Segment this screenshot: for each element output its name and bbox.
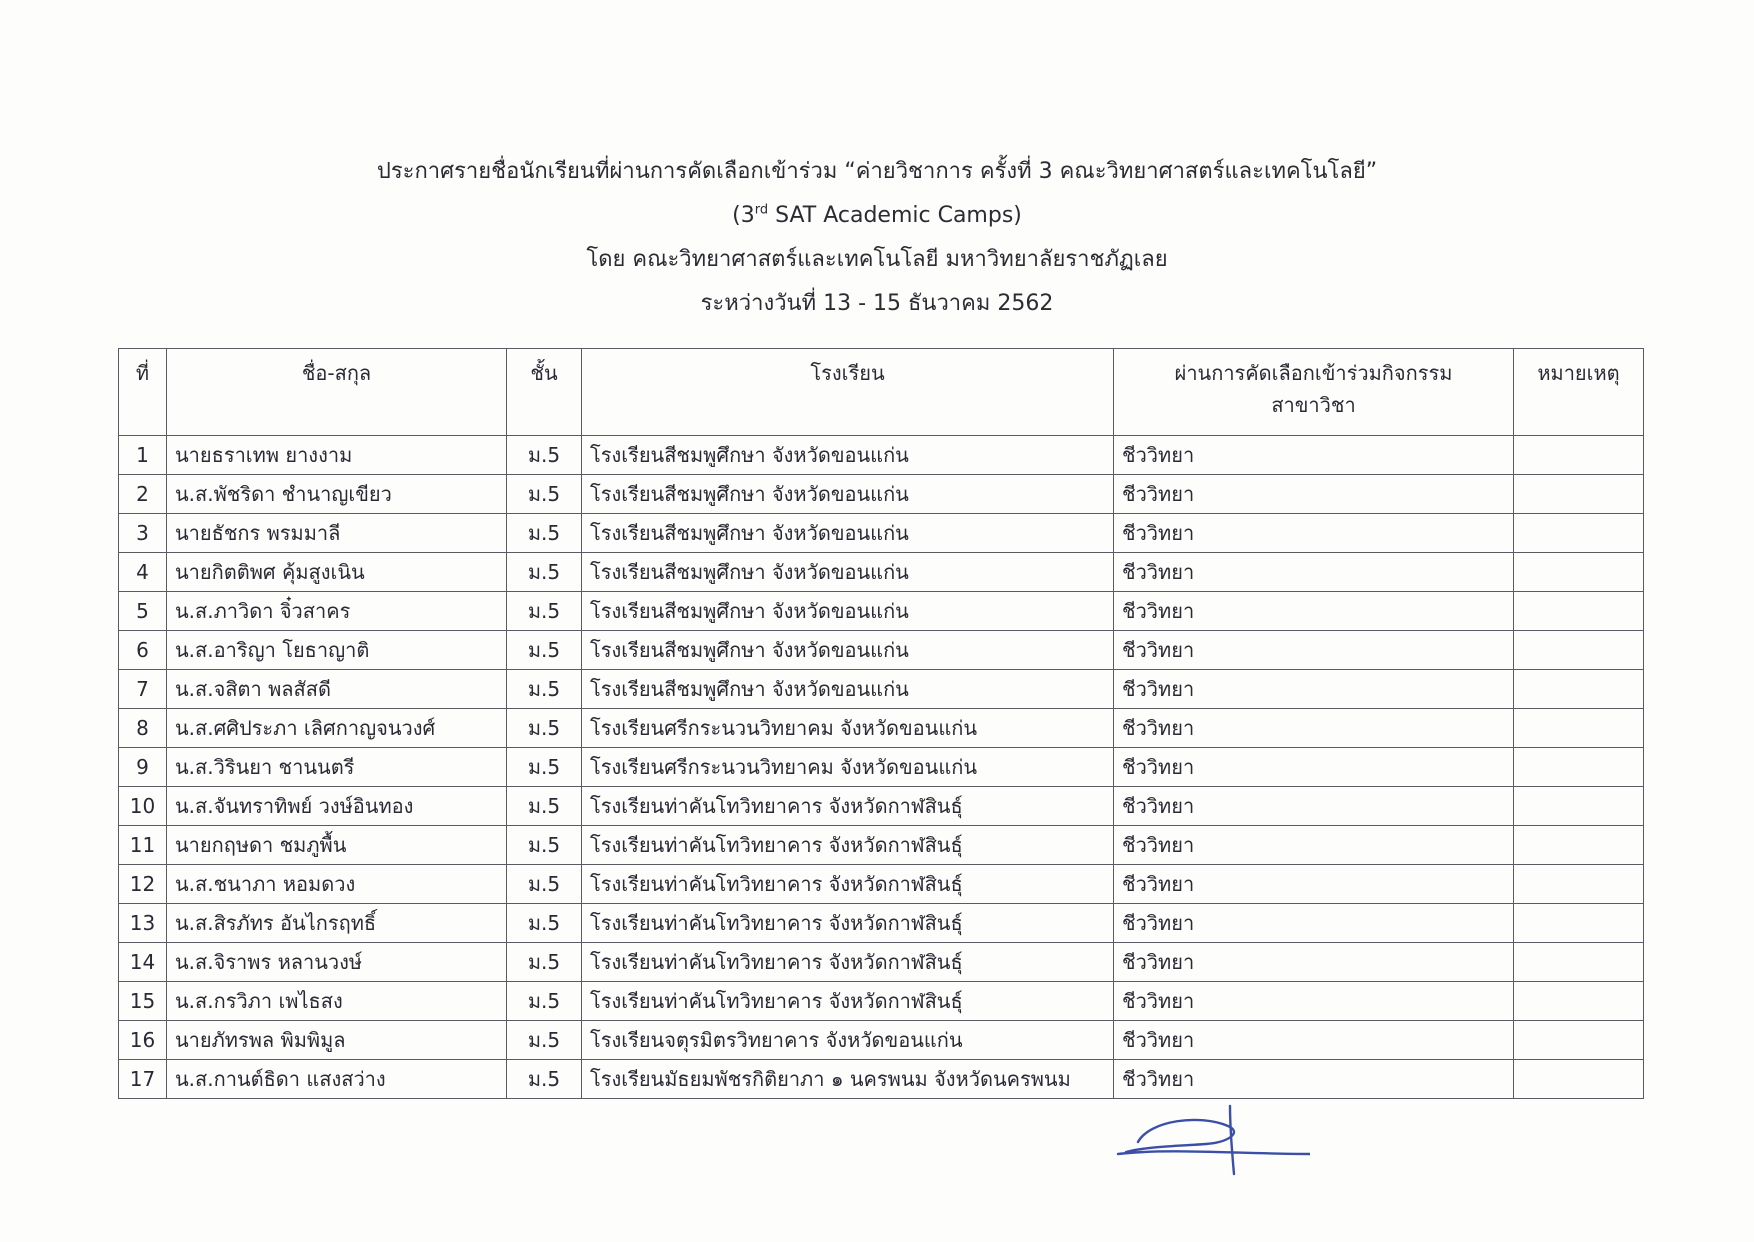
row-number: 16 <box>119 1021 167 1060</box>
row-number: 15 <box>119 982 167 1021</box>
remark <box>1514 943 1644 982</box>
school-name: โรงเรียนท่าคันโทวิทยาคาร จังหวัดกาฬสินธุ์ <box>582 865 1114 904</box>
school-name: โรงเรียนสีชมพูศึกษา จังหวัดขอนแก่น <box>582 553 1114 592</box>
header-school: โรงเรียน <box>582 349 1114 436</box>
row-number: 4 <box>119 553 167 592</box>
selected-subject: ชีววิทยา <box>1114 670 1514 709</box>
student-name: นายกิตติพศ คุ้มสูงเนิน <box>167 553 507 592</box>
table-row <box>119 943 1644 982</box>
row-number: 17 <box>119 1060 167 1099</box>
row-number: 13 <box>119 904 167 943</box>
table-row <box>119 592 1644 631</box>
date-line: ระหว่างวันที่ 13 - 15 ธันวาคม 2562 <box>700 291 1054 316</box>
table-row <box>119 709 1644 748</box>
school-name: โรงเรียนท่าคันโทวิทยาคาร จังหวัดกาฬสินธุ์ <box>582 904 1114 943</box>
school-name: โรงเรียนท่าคันโทวิทยาคาร จังหวัดกาฬสินธุ์ <box>582 943 1114 982</box>
school-name: โรงเรียนสีชมพูศึกษา จังหวัดขอนแก่น <box>582 436 1114 475</box>
grade-level: ม.5 <box>507 553 582 592</box>
selected-subject: ชีววิทยา <box>1114 904 1514 943</box>
selected-subject: ชีววิทยา <box>1114 475 1514 514</box>
school-name: โรงเรียนสีชมพูศึกษา จังหวัดขอนแก่น <box>582 631 1114 670</box>
row-number: 2 <box>119 475 167 514</box>
grade-level: ม.5 <box>507 943 582 982</box>
remark <box>1514 631 1644 670</box>
school-name: โรงเรียนท่าคันโทวิทยาคาร จังหวัดกาฬสินธุ์ <box>582 787 1114 826</box>
remark <box>1514 592 1644 631</box>
row-number: 10 <box>119 787 167 826</box>
row-number: 1 <box>119 436 167 475</box>
subtitle-rest: SAT Academic Camps) <box>768 203 1022 228</box>
remark <box>1514 748 1644 787</box>
school-name: โรงเรียนสีชมพูศึกษา จังหวัดขอนแก่น <box>582 475 1114 514</box>
student-name: น.ส.อาริญา โยธาญาติ <box>167 631 507 670</box>
selected-subject: ชีววิทยา <box>1114 943 1514 982</box>
remark <box>1514 1021 1644 1060</box>
selected-subject: ชีววิทยา <box>1114 748 1514 787</box>
grade-level: ม.5 <box>507 592 582 631</box>
header-activity-line1: ผ่านการคัดเลือกเข้าร่วมกิจกรรม <box>1174 361 1453 385</box>
row-number: 5 <box>119 592 167 631</box>
school-name: โรงเรียนท่าคันโทวิทยาคาร จังหวัดกาฬสินธุ์ <box>582 826 1114 865</box>
announcement-title: ประกาศรายชื่อนักเรียนที่ผ่านการคัดเลือกเข้าร่วม “ค่ายวิชาการ ครั้งที่ 3 คณะวิทยาศาสตร์และเทคโนโลยี” <box>376 159 1378 184</box>
student-name: น.ส.ภาวิดา จิ๋วสาคร <box>167 592 507 631</box>
selected-subject: ชีววิทยา <box>1114 592 1514 631</box>
header-note: หมายเหตุ <box>1514 349 1644 436</box>
remark <box>1514 514 1644 553</box>
row-number: 6 <box>119 631 167 670</box>
table-row <box>119 982 1644 1021</box>
selected-subject: ชีววิทยา <box>1114 709 1514 748</box>
selected-subject: ชีววิทยา <box>1114 982 1514 1021</box>
grade-level: ม.5 <box>507 982 582 1021</box>
grade-level: ม.5 <box>507 826 582 865</box>
student-name: น.ส.พัชริดา ชำนาญเขียว <box>167 475 507 514</box>
grade-level: ม.5 <box>507 1021 582 1060</box>
student-name: น.ส.วิรินยา ชานนตรี <box>167 748 507 787</box>
selected-subject: ชีววิทยา <box>1114 553 1514 592</box>
remark <box>1514 982 1644 1021</box>
remark <box>1514 436 1644 475</box>
row-number: 9 <box>119 748 167 787</box>
school-name: โรงเรียนสีชมพูศึกษา จังหวัดขอนแก่น <box>582 514 1114 553</box>
student-name: นายธัชกร พรมมาลี <box>167 514 507 553</box>
header-activity-line2: สาขาวิชา <box>1271 393 1356 417</box>
student-name: น.ส.ชนาภา หอมดวง <box>167 865 507 904</box>
student-name: น.ส.จันทราทิพย์ วงษ์อินทอง <box>167 787 507 826</box>
school-name: โรงเรียนสีชมพูศึกษา จังหวัดขอนแก่น <box>582 592 1114 631</box>
grade-level: ม.5 <box>507 748 582 787</box>
row-number: 14 <box>119 943 167 982</box>
selected-subject: ชีววิทยา <box>1114 514 1514 553</box>
table-row <box>119 865 1644 904</box>
grade-level: ม.5 <box>507 904 582 943</box>
remark <box>1514 709 1644 748</box>
table-row <box>119 1060 1644 1099</box>
remark <box>1514 1060 1644 1099</box>
remark <box>1514 553 1644 592</box>
student-name: น.ส.กานต์ธิดา แสงสว่าง <box>167 1060 507 1099</box>
remark <box>1514 904 1644 943</box>
table-row <box>119 475 1644 514</box>
row-number: 7 <box>119 670 167 709</box>
student-name: น.ส.สิรภัทร อันไกรฤทธิ์ <box>167 904 507 943</box>
selected-subject: ชีววิทยา <box>1114 826 1514 865</box>
table-row <box>119 1021 1644 1060</box>
student-name: น.ส.กรวิภา เพไธสง <box>167 982 507 1021</box>
subtitle-superscript: rd <box>754 202 769 218</box>
header-name: ชื่อ-สกุล <box>167 349 507 436</box>
camp-subtitle <box>0 194 1754 238</box>
document-title-block <box>0 150 1754 326</box>
remark <box>1514 865 1644 904</box>
grade-level: ม.5 <box>507 1060 582 1099</box>
table-row <box>119 514 1644 553</box>
table-row <box>119 826 1644 865</box>
grade-level: ม.5 <box>507 475 582 514</box>
header-activity <box>1114 349 1514 436</box>
student-name: นายภัทรพล พิมพิมูล <box>167 1021 507 1060</box>
student-name: นายกฤษดา ชมภูพื้น <box>167 826 507 865</box>
school-name: โรงเรียนศรีกระนวนวิทยาคม จังหวัดขอนแก่น <box>582 748 1114 787</box>
selected-subject: ชีววิทยา <box>1114 631 1514 670</box>
header-level: ชั้น <box>507 349 582 436</box>
grade-level: ม.5 <box>507 787 582 826</box>
signature-mark <box>1110 1098 1310 1178</box>
subtitle-open: (3 <box>732 203 755 228</box>
row-number: 11 <box>119 826 167 865</box>
school-name: โรงเรียนจตุรมิตรวิทยาคาร จังหวัดขอนแก่น <box>582 1021 1114 1060</box>
student-name: น.ส.จิราพร หลานวงษ์ <box>167 943 507 982</box>
student-name: น.ส.ศศิประภา เลิศกาญจนวงศ์ <box>167 709 507 748</box>
row-number: 8 <box>119 709 167 748</box>
header-no: ที่ <box>119 349 167 436</box>
table-row <box>119 436 1644 475</box>
remark <box>1514 787 1644 826</box>
remark <box>1514 475 1644 514</box>
organizer-line: โดย คณะวิทยาศาสตร์และเทคโนโลยี มหาวิทยาลัยราชภัฏเลย <box>586 247 1168 272</box>
selected-subject: ชีววิทยา <box>1114 1060 1514 1099</box>
remark <box>1514 670 1644 709</box>
table-header-row <box>119 349 1644 436</box>
school-name: โรงเรียนมัธยมพัชรกิติยาภา ๑ นครพนม จังหวัดนครพนม <box>582 1060 1114 1099</box>
student-roster-table <box>118 348 1644 1099</box>
roster-body <box>119 436 1644 1099</box>
remark <box>1514 826 1644 865</box>
student-name: น.ส.จสิตา พลสัสดี <box>167 670 507 709</box>
table-row <box>119 787 1644 826</box>
selected-subject: ชีววิทยา <box>1114 865 1514 904</box>
selected-subject: ชีววิทยา <box>1114 787 1514 826</box>
selected-subject: ชีววิทยา <box>1114 1021 1514 1060</box>
grade-level: ม.5 <box>507 436 582 475</box>
student-name: นายธราเทพ ยางงาม <box>167 436 507 475</box>
table-row <box>119 748 1644 787</box>
grade-level: ม.5 <box>507 670 582 709</box>
grade-level: ม.5 <box>507 631 582 670</box>
grade-level: ม.5 <box>507 865 582 904</box>
school-name: โรงเรียนสีชมพูศึกษา จังหวัดขอนแก่น <box>582 670 1114 709</box>
row-number: 12 <box>119 865 167 904</box>
school-name: โรงเรียนท่าคันโทวิทยาคาร จังหวัดกาฬสินธุ์ <box>582 982 1114 1021</box>
school-name: โรงเรียนศรีกระนวนวิทยาคม จังหวัดขอนแก่น <box>582 709 1114 748</box>
table-row <box>119 904 1644 943</box>
table-row <box>119 631 1644 670</box>
grade-level: ม.5 <box>507 514 582 553</box>
table-row <box>119 553 1644 592</box>
selected-subject: ชีววิทยา <box>1114 436 1514 475</box>
row-number: 3 <box>119 514 167 553</box>
grade-level: ม.5 <box>507 709 582 748</box>
table-row <box>119 670 1644 709</box>
